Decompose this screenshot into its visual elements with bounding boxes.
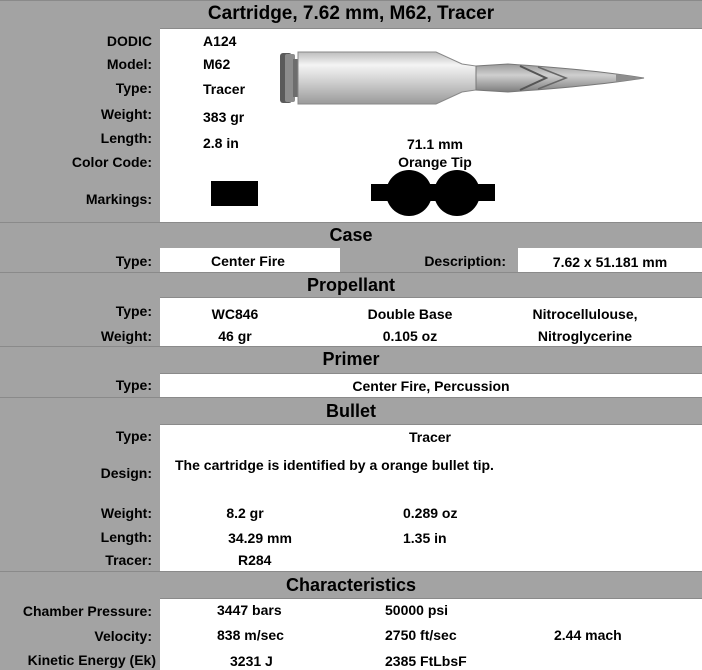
propellant-weight-gr: 46 gr — [218, 328, 252, 344]
bullet-type-value: Tracer — [408, 429, 452, 445]
propellant-weight-label: Weight: — [100, 328, 152, 344]
length-in-value: 2.8 in — [203, 135, 239, 151]
length-label: Length: — [100, 130, 152, 146]
bullet-tracer-value: R284 — [238, 552, 272, 568]
bullet-tracer-label: Tracer: — [105, 552, 152, 568]
bullet-weight-label: Weight: — [100, 505, 152, 521]
velocity-ms: 838 m/sec — [217, 627, 284, 643]
propellant-base: Double Base — [367, 306, 453, 322]
velocity-label: Velocity: — [94, 628, 152, 644]
kinetic-energy-j: 3231 J — [230, 653, 273, 669]
bullet-design-value: The cartridge is identified by a orange bullet tip. — [175, 457, 494, 473]
case-description-value: 7.62 x 51.181 mm — [552, 254, 668, 270]
weight-label: Weight: — [100, 106, 152, 122]
cartridge-image — [276, 44, 648, 112]
case-type-value: Center Fire — [211, 253, 285, 269]
bullet-length-in: 1.35 in — [403, 530, 447, 546]
model-value: M62 — [203, 56, 231, 72]
black-bar-symbol — [211, 181, 258, 206]
bullet-type-label: Type: — [115, 428, 152, 444]
bullet-weight-gr: 8.2 gr — [226, 505, 264, 521]
bullet-design-label: Design: — [100, 465, 152, 481]
markings-label: Markings: — [85, 191, 152, 207]
kinetic-energy-ftlbs: 2385 FtLbsF — [385, 653, 467, 669]
primer-type-label: Type: — [115, 377, 152, 393]
primer-type-value: Center Fire, Percussion — [352, 378, 510, 394]
bullet-weight-oz: 0.289 oz — [403, 505, 458, 521]
bullet-heading: Bullet — [325, 401, 376, 421]
propellant-weight-oz: 0.105 oz — [382, 328, 438, 344]
type-label: Type: — [115, 80, 152, 96]
chamber-pressure-bars: 3447 bars — [217, 602, 282, 618]
case-heading: Case — [329, 225, 373, 245]
color-code-value: Orange Tip — [398, 154, 472, 170]
dodic-label: DODIC — [106, 33, 152, 49]
propellant-heading: Propellant — [306, 275, 395, 295]
bullet-length-mm: 34.29 mm — [228, 530, 292, 546]
primer-heading: Primer — [322, 349, 380, 369]
length-mm-value: 71.1 mm — [406, 136, 464, 152]
color-code-label: Color Code: — [71, 154, 152, 170]
model-label: Model: — [106, 56, 152, 72]
kinetic-energy-label: Kinetic Energy (Ek) — [27, 652, 156, 668]
velocity-mach: 2.44 mach — [554, 627, 622, 643]
page-title: Cartridge, 7.62 mm, M62, Tracer — [207, 3, 495, 24]
propellant-composition-1: Nitrocellulouse, — [532, 306, 638, 322]
bullet-length-label: Length: — [100, 529, 152, 545]
dodic-value: A124 — [203, 33, 237, 49]
type-value: Tracer — [203, 81, 246, 97]
case-type-label: Type: — [115, 253, 152, 269]
chamber-pressure-psi: 50000 psi — [385, 602, 449, 618]
tracer-disk-symbol — [371, 170, 495, 216]
propellant-composition-2: Nitroglycerine — [537, 328, 633, 344]
weight-value: 383 gr — [203, 109, 245, 125]
bullet-label-column — [0, 423, 160, 571]
velocity-fts: 2750 ft/sec — [385, 627, 457, 643]
propellant-type-value: WC846 — [211, 306, 259, 322]
case-description-label: Description: — [424, 253, 506, 269]
chamber-pressure-label: Chamber Pressure: — [22, 603, 152, 619]
characteristics-heading: Characteristics — [285, 575, 417, 595]
propellant-type-label: Type: — [115, 303, 152, 319]
